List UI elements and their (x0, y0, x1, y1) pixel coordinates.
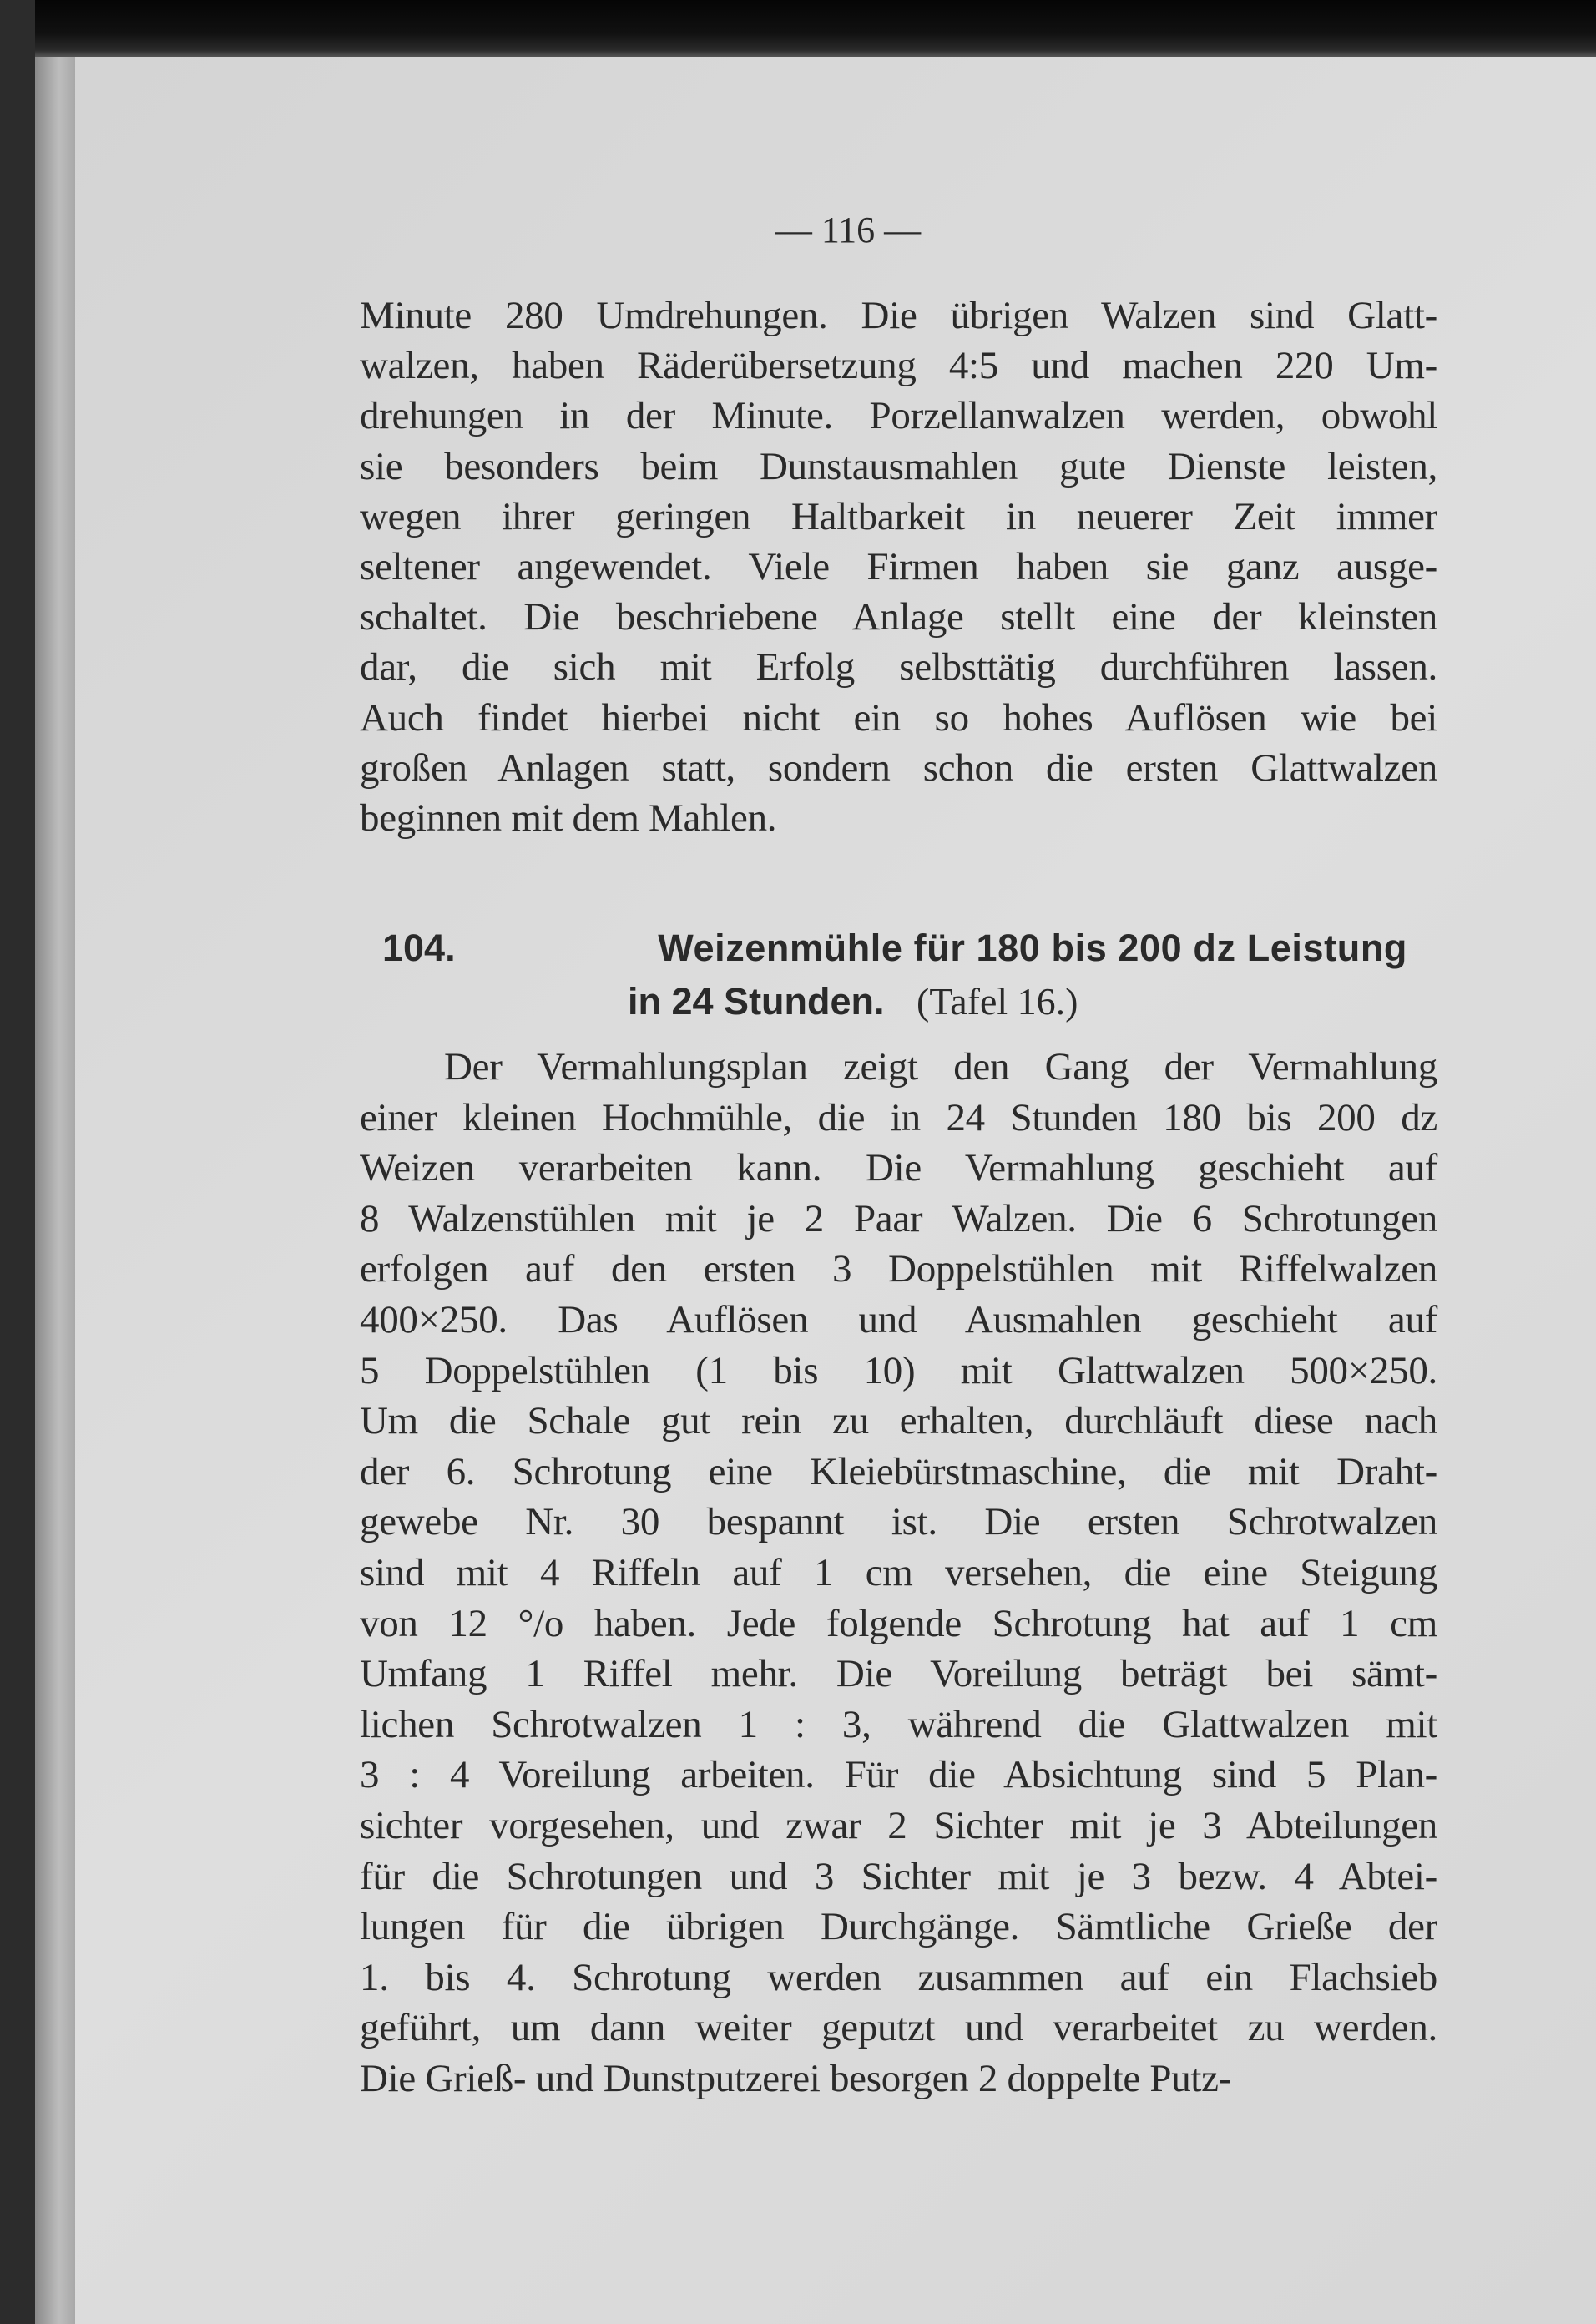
text-line: 3 : 4 Voreilung arbeiten. Für die Absichtung sind 5 Plan- (360, 1753, 1437, 1797)
text-line: 400×250. Das Auflösen und Ausmahlen geschieht auf (360, 1298, 1437, 1341)
section-heading-line-2 (628, 975, 1078, 1028)
text-line: Um die Schale gut rein zu erhalten, durchläuft diese nach (360, 1399, 1437, 1443)
text-line: von 12 °/o haben. Jede folgende Schrotung hat auf 1 cm (360, 1601, 1437, 1645)
text-line: geführt, um dann weiter geputzt und verarbeitet zu werden. (360, 2006, 1437, 2050)
text-line: lungen für die übrigen Durchgänge. Sämtliche Grieße der (360, 1905, 1437, 1949)
text-line: sind mit 4 Riffeln auf 1 cm versehen, die eine Steigung (360, 1551, 1437, 1594)
text-line: lichen Schrotwalzen 1 : 3, während die Glattwalzen mit (360, 1702, 1437, 1746)
text-line: einer kleinen Hochmühle, die in 24 Stunden 180 bis 200 dz (360, 1095, 1437, 1139)
scan-left-edge (0, 0, 35, 2324)
text-line: für die Schrotungen und 3 Sichter mit je 3 bezw. 4 Abtei- (360, 1854, 1437, 1898)
text-line: schaltet. Die beschriebene Anlage stellt eine der kleinsten (360, 595, 1437, 639)
book-spine-edge (35, 57, 75, 2324)
text-line: 1. bis 4. Schrotung werden zusammen auf ein Flachsieb (360, 1955, 1437, 1999)
text-line: dar, die sich mit Erfolg selbsttätig durchführen lassen. (360, 645, 1437, 690)
plate-reference: (Tafel 16.) (917, 980, 1078, 1023)
text-line: walzen, haben Räderübersetzung 4:5 und machen 220 Um- (360, 344, 1437, 388)
text-line: Auch findet hierbei nicht ein so hohes Auflösen wie bei (360, 695, 1437, 740)
text-line: 8 Walzenstühlen mit je 2 Paar Walzen. Die 6 Schrotungen (360, 1196, 1437, 1240)
section-title-2: in 24 Stunden. (628, 980, 885, 1023)
scan-top-edge (0, 0, 1596, 57)
text-line: Der Vermahlungsplan zeigt den Gang der Vermahlung (444, 1045, 1437, 1089)
text-line: wegen ihrer geringen Haltbarkeit in neuerer Zeit immer (360, 494, 1437, 538)
text-line: beginnen mit dem Mahlen. (360, 796, 777, 840)
text-line: Weizen verarbeiten kann. Die Vermahlung geschieht auf (360, 1146, 1437, 1190)
text-line: 5 Doppelstühlen (1 bis 10) mit Glattwalzen 500×250. (360, 1348, 1437, 1392)
text-line: sichter vorgesehen, und zwar 2 Sichter mit je 3 Abteilungen (360, 1804, 1437, 1847)
text-line: Die Grieß- und Dunstputzerei besorgen 2 doppelte Putz- (360, 2057, 1232, 2100)
text-line: Umfang 1 Riffel mehr. Die Voreilung beträgt bei sämt- (360, 1652, 1437, 1696)
text-line: seltener angewendet. Viele Firmen haben sie ganz ausge- (360, 545, 1437, 589)
text-line: erfolgen auf den ersten 3 Doppelstühlen mit Riffelwalzen (360, 1247, 1437, 1291)
text-line: drehungen in der Minute. Porzellanwalzen werden, obwohl (360, 394, 1437, 438)
text-line: gewebe Nr. 30 bespannt ist. Die ersten Schrotwalzen (360, 1500, 1437, 1544)
page-number: — 116 — (775, 210, 922, 250)
section-number: 104. (382, 927, 456, 969)
text-line: sie besonders beim Dunstausmahlen gute Dienste leisten, (360, 444, 1437, 488)
text-line: großen Anlagen statt, sondern schon die ersten Glattwalzen (360, 745, 1437, 790)
text-line: Minute 280 Umdrehungen. Die übrigen Walzen sind Glatt- (360, 294, 1437, 337)
section-heading-line-1 (382, 922, 1407, 975)
text-line: der 6. Schrotung eine Kleiebürstmaschine, die mit Draht- (360, 1449, 1437, 1493)
section-title-1: Weizenmühle für 180 bis 200 dz Leistung (658, 927, 1407, 969)
